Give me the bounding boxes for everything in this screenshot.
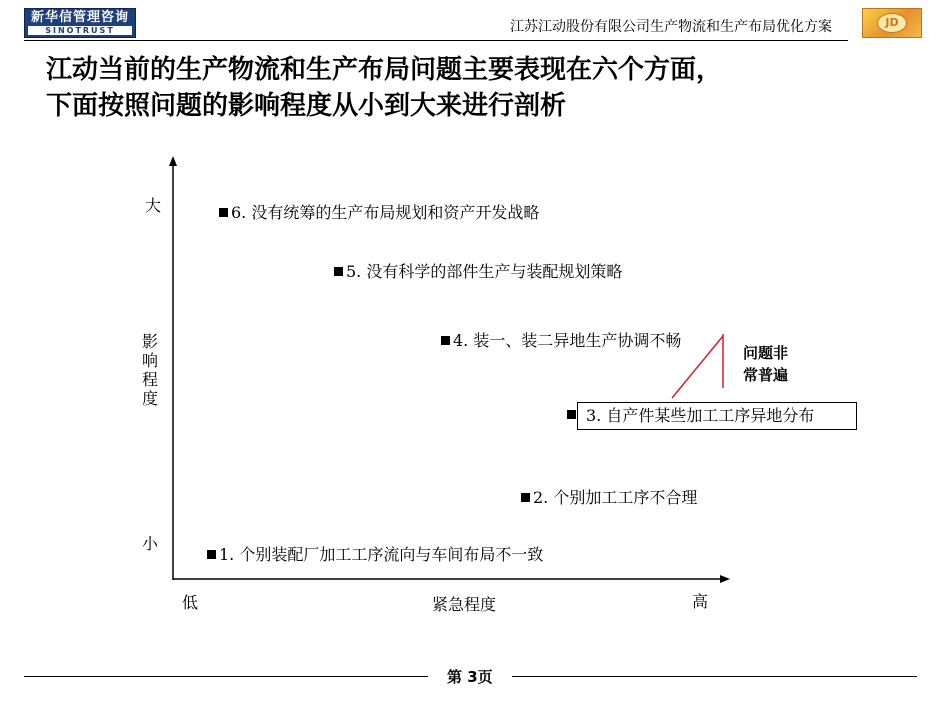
issue-item-5 bbox=[334, 262, 622, 282]
x-axis-high-label: 高 bbox=[692, 592, 709, 611]
issue-label-5: 5. 没有科学的部件生产与装配规划策略 bbox=[346, 262, 623, 281]
bullet-square-icon bbox=[219, 208, 228, 217]
y-axis-high-label: 大 bbox=[145, 196, 162, 215]
callout-line2: 常普遍 bbox=[743, 366, 789, 384]
logo-en-text: SINOTRUST bbox=[28, 26, 132, 35]
issue-item-1 bbox=[207, 545, 543, 565]
issue-item-3-highlighted bbox=[577, 402, 857, 430]
slide-title-line2: 下面按照问题的影响程度从小到大来进行剖析 bbox=[46, 91, 567, 121]
client-logo-icon: JD bbox=[877, 13, 907, 33]
bullet-square-icon bbox=[207, 550, 216, 559]
bullet-square-icon bbox=[567, 410, 576, 419]
footer-rule-left bbox=[24, 676, 428, 677]
y-axis-label: 影响程度 bbox=[141, 332, 158, 408]
issue-label-6: 6. 没有统筹的生产布局规划和资产开发战略 bbox=[231, 203, 540, 222]
issue-item-6 bbox=[219, 203, 539, 223]
issue-item-4 bbox=[441, 331, 681, 351]
y-axis-low-label: 小 bbox=[142, 534, 159, 553]
callout-note bbox=[743, 342, 788, 386]
header-title: 江苏江动股份有限公司生产物流和生产布局优化方案 bbox=[510, 19, 832, 35]
slide-title-line1: 江动当前的生产物流和生产布局问题主要表现在六个方面， bbox=[46, 55, 723, 85]
logo-cn-text: 新华信管理咨询 bbox=[30, 10, 129, 25]
y-axis-arrow bbox=[169, 156, 177, 166]
issue-label-1: 1. 个别装配厂加工工序流向与车间布局不一致 bbox=[219, 545, 544, 564]
bullet-square-icon bbox=[334, 267, 343, 276]
issue-label-3: 3. 自产件某些加工工序异地分布 bbox=[586, 406, 815, 425]
callout-line1: 问题非 bbox=[743, 344, 789, 362]
x-axis-arrow bbox=[720, 575, 730, 583]
x-axis-low-label: 低 bbox=[182, 593, 199, 612]
footer-rule-right bbox=[512, 676, 917, 677]
bullet-square-icon bbox=[521, 493, 530, 502]
x-axis-label: 紧急程度 bbox=[432, 595, 497, 614]
issue-item-2 bbox=[521, 488, 697, 508]
issue-label-2: 2. 个别加工工序不合理 bbox=[533, 488, 698, 507]
page-number: 第 3页 bbox=[447, 668, 493, 686]
issue-label-4: 4. 装一、装二异地生产协调不畅 bbox=[453, 331, 682, 350]
bullet-square-icon bbox=[441, 336, 450, 345]
